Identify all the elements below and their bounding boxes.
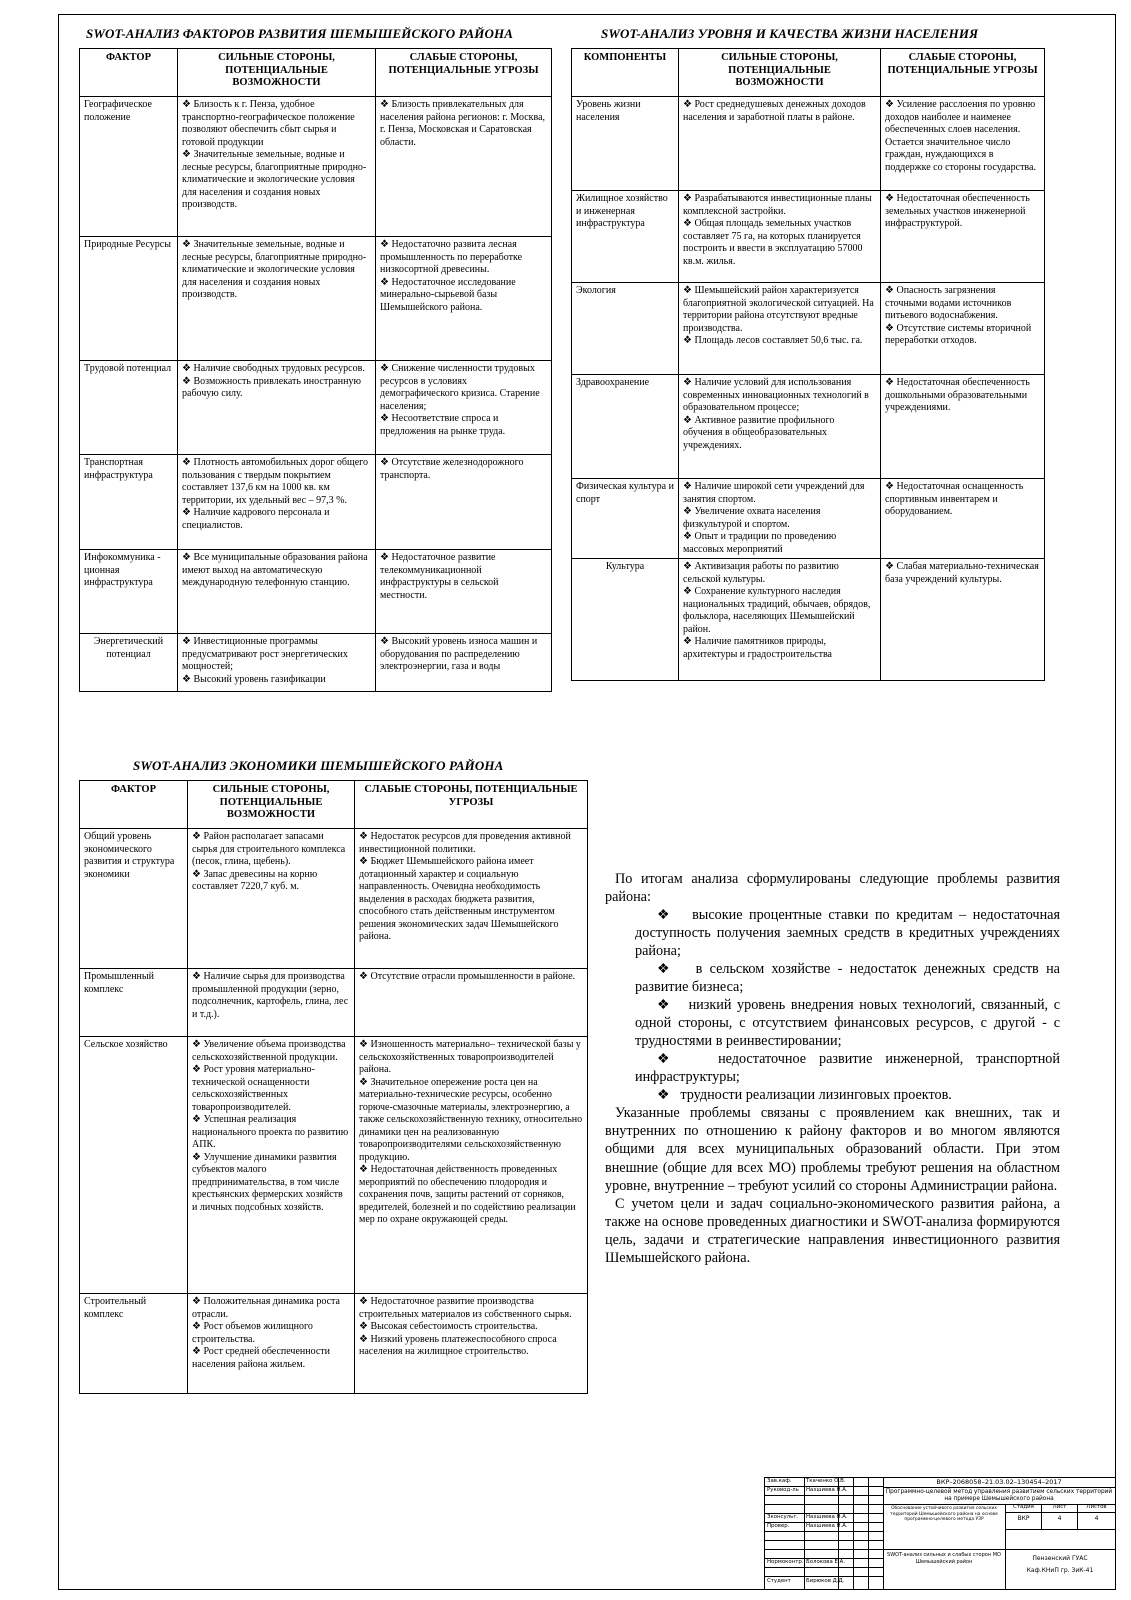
strengths-cell [188,1294,355,1394]
factor-cell [572,375,679,479]
weakness-item: ❖ Недостаточная обеспеченность дошкольными образовательными учреждениями. [885,377,1040,415]
swot-quality-of-life-table [571,48,1045,681]
weakness-item: ❖ Недостаток ресурсов для проведения активной инвестиционной политики. [359,831,583,856]
table-row [572,97,1045,191]
weakness-item: ❖ Недостаточная оснащенность спортивным инвентарем и оборудованием. [885,481,1040,519]
weakness-item: ❖ Снижение численности трудовых ресурсов в условиях демографического кризиса. Старение населения; [380,363,547,413]
strengths-cell [679,283,881,375]
strength-item: ❖ Значительные земельные, водные и лесные ресурсы, благоприятные природно-климатические и экологические условия для населения и создания новых производств. [182,149,371,212]
strengths-cell [188,829,355,969]
strength-item: ❖ Запас древесины на корню составляет 7220,7 куб. м. [192,869,350,894]
conclusion-paragraph: Указанные проблемы связаны с проявлением как внешних, так и внутренних по отношению к району факторов и во многом являются общими для всех муниципальных образований области. При этом внешние (общие для всех МО) проблемы требуют решения на областном уровне, внутренние – требуют усилий со стороны Администрации района. [605,1105,1060,1194]
header-factor: ФАКТОР [80,781,188,829]
weaknesses-cell [376,361,552,455]
strengths-cell [178,634,376,692]
stamp-role: Провер. [767,1523,790,1529]
weakness-item: ❖ Недостаточное развитие производства строительных материалов из собственного сырья. [359,1296,583,1321]
problem-item: ❖ трудности реализации лизинговых проектов. [605,1086,1060,1104]
factor-label: Промышленный комплекс [84,971,154,995]
factor-label: Культура [605,561,645,572]
strength-item: ❖ Наличие широкой сети учреждений для занятия спортом. [683,481,876,506]
factor-cell [572,191,679,283]
weakness-item: ❖ Значительное опережение роста цен на материально-технические ресурсы, особенно горюче-смазочные материалы, электроэнергию, а также сельскохозяйственную технику, относительно динамики цен на реализованную товаропроизводителями сельскохозяйственную продукцию. [359,1077,583,1165]
weaknesses-cell [376,455,552,550]
stamp-name: Нахшиева Н.А. [806,1514,848,1520]
weaknesses-cell [881,283,1045,375]
conclusion-intro: По итогам анализа сформулированы следующие проблемы развития района: [605,871,1060,906]
stamp-sheet-title: Обоснование устойчивого развития сельских территорий Шемышейского района на основе программно-целевого метода УЗР [890,1506,998,1523]
swot-factors-table [79,48,552,692]
strengths-cell [178,361,376,455]
table-row [572,191,1045,283]
table-row [80,1037,588,1294]
table-row [80,829,588,969]
stamp-org-department: Каф.КНиП гр. ЗиК-41 [1026,1567,1094,1574]
factor-label: Общий уровень экономического развития и структура экономики [84,831,175,880]
weaknesses-cell [355,969,588,1037]
strengths-cell [178,237,376,361]
swot-economy-table [79,780,588,1394]
strength-item: ❖ Значительные земельные, водные и лесные ресурсы, благоприятные природно-климатические и экологические условия для населения и создания новых производств. [182,239,371,302]
strength-item: ❖ Шемышейский район характеризуется благоприятной экологической ситуацией. На территории района отсутствуют вредные производства. [683,285,876,335]
weakness-item: ❖ Близость привлекательных для населения района регионов: г. Москва, г. Пенза, Московская и Саратовская области. [380,99,547,149]
weaknesses-cell [881,479,1045,559]
weakness-item: ❖ Высокий уровень износа машин и оборудования по распределению электроэнергии, газа и воды [380,636,547,674]
factor-cell [80,829,188,969]
strength-item: ❖ Увеличение объема производства сельскохозяйственной продукции. [192,1039,350,1064]
factor-cell [80,237,178,361]
strengths-cell [188,1037,355,1294]
factor-label: Уровень жизни населения [576,99,641,123]
stamp-col-sheet: Лист [1052,1504,1067,1510]
strength-item: ❖ Наличие кадрового персонала и специалистов. [182,507,371,532]
header-strengths: СИЛЬНЫЕ СТОРОНЫ, ПОТЕНЦИАЛЬНЫЕ ВОЗМОЖНОСТИ [188,781,355,829]
factor-cell [80,1294,188,1394]
weakness-item: ❖ Опасность загрязнения сточными водами источников питьевого водоснабжения. [885,285,1040,323]
weakness-item: ❖ Отсутствие системы вторичной переработки отходов. [885,323,1040,348]
strength-item: ❖ Рост средней обеспеченности населения района жильем. [192,1346,350,1371]
factor-label: Жилищное хозяйство и инженерная инфраструктура [576,193,668,229]
stamp-role: Руковод-ль [767,1487,799,1493]
stamp-role: Студент [767,1578,791,1584]
strength-item: ❖ Рост среднедушевых денежных доходов населения и заработной платы в районе. [683,99,876,124]
table2-title: SWOT-АНАЛИЗ УРОВНЯ И КАЧЕСТВА ЖИЗНИ НАСЕЛЕНИЯ [601,26,979,41]
strength-item: ❖ Наличие свободных трудовых ресурсов. [182,363,371,376]
stamp-role: Зконсульт. [767,1514,799,1520]
strength-item: ❖ Опыт и традиции по проведению массовых мероприятий [683,531,876,556]
strength-item: ❖ Разрабатываются инвестиционные планы комплексной застройки. [683,193,876,218]
factor-label: Сельское хозяйство [84,1039,168,1050]
header-strengths: СИЛЬНЫЕ СТОРОНЫ, ПОТЕНЦИАЛЬНЫЕ ВОЗМОЖНОСТИ [178,49,376,97]
table-row [80,1294,588,1394]
weakness-item: ❖ Слабая материально-техническая база учреждений культуры. [885,561,1040,586]
strength-item: ❖ Положительная динамика роста отрасли. [192,1296,350,1321]
factor-cell [80,634,178,692]
strength-item: ❖ Наличие условий для использования современных инновационных технологий в образовательном процессе; [683,377,876,415]
table1-title: SWOT-АНАЛИЗ ФАКТОРОВ РАЗВИТИЯ ШЕМЫШЕЙСКОГО РАЙОНА [86,26,513,41]
stamp-org-university: Пензенский ГУАС [1032,1555,1088,1562]
weakness-item: ❖ Недостаточная обеспеченность земельных участков инженерной инфраструктурой. [885,193,1040,231]
strength-item: ❖ Улучшение динамики развития субъектов малого предпринимательства, в том числе крестьянских фермерских хозяйств и личных подсобных хозяйств. [192,1152,350,1215]
strength-item: ❖ Активное развитие профильного обучения в общеобразовательных учреждениях. [683,415,876,453]
table-row [80,237,552,361]
stamp-sheet-name: SWOT-анализ сильных и слабых сторон МО Шемышейский район [887,1552,1001,1565]
factor-label: Здравоохранение [576,377,650,388]
table-row [572,479,1045,559]
stamp-name: Болокова Е.А. [806,1559,846,1565]
strength-item: ❖ Плотность автомобильных дорог общего пользования с твердым покрытием составляет 137,6 км на 1000 кв. км территории, их удельный вес – 97,3 %. [182,457,371,507]
factor-label: Трудовой потенциал [84,363,172,374]
strengths-cell [679,479,881,559]
factor-cell [80,1037,188,1294]
factor-label: Природные Ресурсы [84,239,171,250]
weakness-item: ❖ Недостаточная действенность проведенных мероприятий по обеспечению плодородия и сохранения почв, защиты растений от сорняков, вредителей, болезней и по содействию реализации мер по охране окружающей среды. [359,1164,583,1227]
conclusion-paragraph: С учетом цели и задач социально-экономического развития района, а также на основе проведенных диагностики и SWOT-анализа формируются цель, задачи и стратегические направления инвестиционного развития Шемышейского района. [605,1195,1060,1266]
stamp-name: Ткаченко О.В. [806,1478,846,1484]
factor-cell [80,969,188,1037]
strength-item: ❖ Наличие сырья для производства промышленной продукции (зерно, подсолнечник, картофель, глина, лес и т.д.). [192,971,350,1021]
table-row [80,97,552,237]
header-components: КОМПОНЕНТЫ [572,49,679,97]
weakness-item: ❖ Усиление расслоения по уровню доходов наиболее и наименее обеспеченных слоев населения. Остается значительное число граждан, нуждающихся в поддержке со стороны государства. [885,99,1040,174]
strength-item: ❖ Близость к г. Пенза, удобное транспортно-географическое положение позволяют обеспечить сбыт сырья и готовой продукции [182,99,371,149]
weakness-item: ❖ Низкий уровень платежеспособного спроса населения на жилищное строительство. [359,1334,583,1359]
factor-label: Географическое положение [84,99,152,123]
strength-item: ❖ Высокий уровень газификации [182,674,371,687]
strength-item: ❖ Рост объемов жилищного строительства. [192,1321,350,1346]
weakness-item: ❖ Высокая себестоимость строительства. [359,1321,583,1334]
strengths-cell [178,550,376,634]
table-row [80,634,552,692]
strengths-cell [178,97,376,237]
factor-cell [572,283,679,375]
strengths-cell [679,191,881,283]
table-row [80,969,588,1037]
table-row [572,559,1045,681]
factor-cell [572,559,679,681]
strength-item: ❖ Площадь лесов составляет 50,6 тыс. га. [683,335,876,348]
weaknesses-cell [355,1037,588,1294]
stamp-theme: Программно-целевой метод управления развитием сельских территорий на примере Шемышейского района [885,1489,1113,1503]
factor-label: Энергетический потенциал [93,636,164,660]
stamp-role: Нормоконтр. [767,1559,804,1565]
strength-item: ❖ Успешная реализация национального проекта по развитию АПК. [192,1114,350,1152]
strengths-cell [679,97,881,191]
factor-cell [80,97,178,237]
table3-title: SWOT-АНАЛИЗ ЭКОНОМИКИ ШЕМЫШЕЙСКОГО РАЙОНА [133,758,504,773]
table-row [572,375,1045,479]
factor-label: Экология [576,285,616,296]
header-weaknesses: СЛАБЫЕ СТОРОНЫ, ПОТЕНЦИАЛЬНЫЕ УГРОЗЫ [355,781,588,829]
strengths-cell [679,559,881,681]
stamp-name: Нахшиева Н.А. [806,1487,848,1493]
strengths-cell [188,969,355,1037]
weakness-item: ❖ Отсутствие отрасли промышленности в районе. [359,971,583,984]
strength-item: ❖ Рост уровня материально-технической оснащенности сельскохозяйственных товаропроизводителей. [192,1064,350,1114]
stamp-sheets: 4 [1094,1515,1099,1522]
strength-item: ❖ Наличие памятников природы, архитектуры и градостроительства [683,636,876,661]
conclusion-text [605,870,1060,1267]
strengths-cell [679,375,881,479]
problem-item: ❖ недостаточное развитие инженерной, транспортной инфраструктуры; [605,1050,1060,1086]
header-weaknesses: СЛАБЫЕ СТОРОНЫ, ПОТЕНЦИАЛЬНЫЕ УГРОЗЫ [881,49,1045,97]
strength-item: ❖ Район располагает запасами сырья для строительного комплекса (песок, глина, щебень). [192,831,350,869]
strength-item: ❖ Активизация работы по развитию сельской культуры. [683,561,876,586]
factor-cell [572,97,679,191]
weakness-item: ❖ Бюджет Шемышейского района имеет дотационный характер и социальную направленность. Очевидна необходимость выделения в расходах бюджета развития, способного стать действенным инструментом решения экономических задач Шемышейского района. [359,856,583,944]
weaknesses-cell [376,634,552,692]
stamp-role: Зав.каф. [767,1478,792,1484]
stamp-document-code: ВКР–2068058–21.03.02–130454–2017 [936,1478,1062,1486]
problem-item: ❖ низкий уровень внедрения новых технологий, связанный, с одной стороны, с отсутствием финансовых ресурсов, с другой - с трудностями в реинвестировании; [605,996,1060,1050]
factor-label: Транспортная инфраструктура [84,457,153,481]
weaknesses-cell [881,375,1045,479]
weakness-item: ❖ Отсутствие железнодорожного транспорта. [380,457,547,482]
weakness-item: ❖ Несоответствие спроса и предложения на рынке труда. [380,413,547,438]
strength-item: ❖ Инвестиционные программы предусматривают рост энергетических мощностей; [182,636,371,674]
stamp-stage: ВКР [1017,1515,1030,1522]
table-row [80,455,552,550]
strength-item: ❖ Увеличение охвата населения физкультурой и спортом. [683,506,876,531]
stamp-col-stage: Стадия [1013,1504,1034,1510]
strength-item: ❖ Возможность привлекать иностранную рабочую силу. [182,376,371,401]
problem-item: ❖ в сельском хозяйстве - недостаток денежных средств на развитие бизнеса; [605,960,1060,996]
weakness-item: ❖ Недостаточное исследование минерально-сырьевой базы Шемышейского района. [380,277,547,315]
weaknesses-cell [355,1294,588,1394]
table-row [80,550,552,634]
weaknesses-cell [376,550,552,634]
strength-item: ❖ Все муниципальные образования района имеют выход на автоматическую международную телефонную станцию. [182,552,371,590]
stamp-col-sheets: Листов [1086,1504,1107,1510]
weaknesses-cell [376,237,552,361]
weakness-item: ❖ Недостаточно развита лесная промышленность по переработке низкосортной древесины. [380,239,547,277]
factor-cell [80,550,178,634]
stamp-sheet: 4 [1057,1515,1062,1522]
table-row [572,283,1045,375]
table-row [80,361,552,455]
strength-item: ❖ Сохранение культурного наследия национальных традиций, обычаев, обрядов, фольклора, населяющих Шемышейский район. [683,586,876,636]
factor-label: Строительный комплекс [84,1296,147,1320]
weaknesses-cell [881,559,1045,681]
factor-cell [572,479,679,559]
weaknesses-cell [355,829,588,969]
weakness-item: ❖ Изношенность материально– технической базы у сельскохозяйственных товаропроизводителей района. [359,1039,583,1077]
weakness-item: ❖ Недостаточное развитие телекоммуникационной инфраструктуры в сельской местности. [380,552,547,602]
factor-label: Инфокоммуника - ционная инфраструктура [84,552,161,588]
strengths-cell [178,455,376,550]
factor-cell [80,455,178,550]
strength-item: ❖ Общая площадь земельных участков составляет 75 га, на которых планируется построить и ввести в эксплуатацию 57000 кв.м. жилья. [683,218,876,268]
header-weaknesses: СЛАБЫЕ СТОРОНЫ, ПОТЕНЦИАЛЬНЫЕ УГРОЗЫ [376,49,552,97]
factor-cell [80,361,178,455]
header-factor: ФАКТОР [80,49,178,97]
weaknesses-cell [881,191,1045,283]
problem-item: ❖ высокие процентные ставки по кредитам – недостаточная доступность получения заемных средств в кредитных учреждениях района; [605,906,1060,960]
title-block-stamp [764,1477,1116,1590]
stamp-name: Бирюков Д.Д. [806,1578,845,1584]
weaknesses-cell [881,97,1045,191]
stamp-name: Нахшиева Н.А. [806,1523,848,1529]
weaknesses-cell [376,97,552,237]
factor-label: Физическая культура и спорт [576,481,674,505]
header-strengths: СИЛЬНЫЕ СТОРОНЫ, ПОТЕНЦИАЛЬНЫЕ ВОЗМОЖНОСТИ [679,49,881,97]
